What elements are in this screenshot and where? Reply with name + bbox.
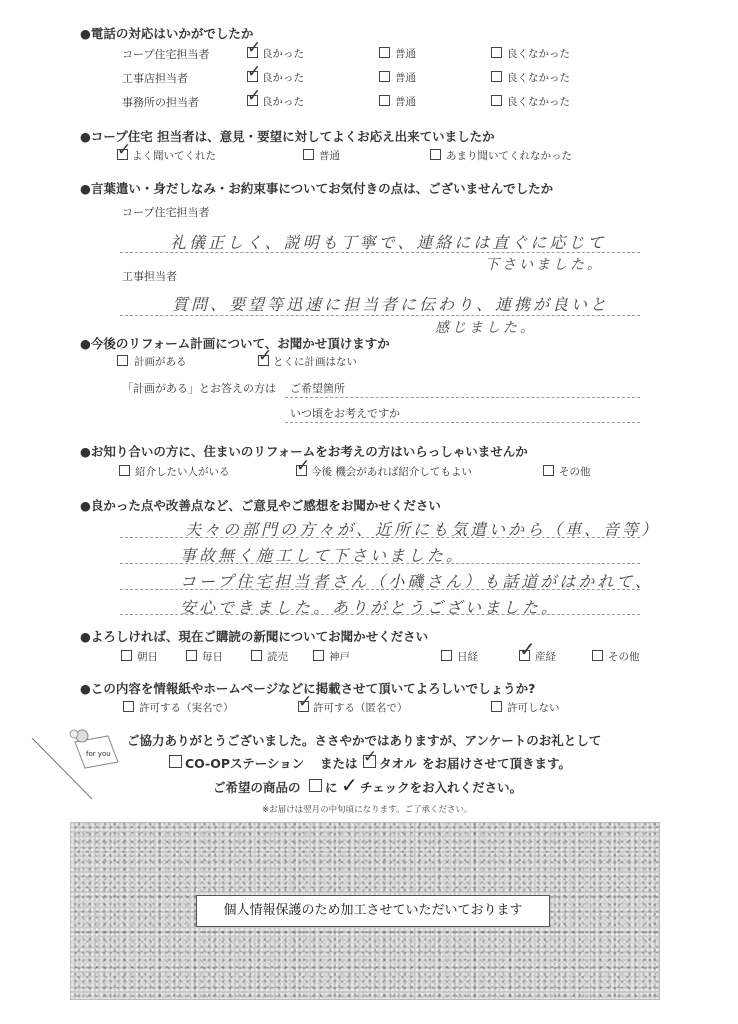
checkmark-icon: ✓ — [258, 346, 273, 366]
option-label: よく聞いてくれた — [132, 150, 216, 162]
option-label: 今後 機会があれば紹介してもよい — [311, 466, 472, 478]
q1-row3-bad-checkbox[interactable] — [491, 95, 502, 106]
q4-timing-label: いつ頃をお考えですか — [290, 407, 400, 420]
q1-row-label: 工事店担当者 — [122, 72, 188, 85]
checkmark-icon: ✓ — [247, 38, 262, 58]
q4-location-line — [285, 397, 640, 398]
instruction-b: に — [325, 780, 338, 795]
q7-kobe-checkbox[interactable] — [313, 650, 324, 661]
q3-coop-handwriting-line2: 下さいました。 — [485, 257, 604, 273]
q1-title: ●電話の対応はいかがでしたか — [80, 26, 254, 41]
answer-line — [120, 589, 640, 590]
q7-nikkei-checkbox[interactable] — [441, 650, 452, 661]
checkmark-icon: ✓ — [296, 456, 311, 476]
q1-row3-normal-checkbox[interactable] — [379, 95, 390, 106]
q6-handwriting-line4: 安心できました。ありがとうございました。 — [180, 598, 561, 617]
checkmark-icon: ✓ — [519, 637, 536, 661]
option-label: 普通 — [395, 48, 416, 60]
q1-row-label: 事務所の担当者 — [122, 96, 199, 109]
instruction-c: チェックをお入れください。 — [360, 780, 523, 795]
q6-title: ●良かった点や改善点など、ご意見やご感想をお聞かせください — [80, 498, 441, 513]
instruction-a: ご希望の商品の — [213, 780, 301, 795]
option-label: 日経 — [457, 651, 478, 663]
q7-title: ●よろしければ、現在ご購読の新聞についてお聞かせください — [80, 629, 429, 644]
q5-refer-checkbox[interactable] — [119, 465, 130, 476]
q4-has-plan-checkbox[interactable] — [117, 355, 128, 366]
q3-coop-handwriting-line1: 礼儀正しく、説明も丁寧で、連絡には直ぐに応じて — [170, 233, 607, 252]
q7-mainichi-checkbox[interactable] — [186, 650, 197, 661]
q3-contractor-handwriting-line1: 質問、要望等迅速に担当者に伝わり、連携が良いと — [172, 295, 610, 314]
option-label: 普通 — [395, 96, 416, 108]
answer-line — [120, 537, 640, 538]
q2-title: ●コープ住宅 担当者は、意見・要望に対してよくお応え出来ていましたか — [80, 129, 495, 144]
q4-title: ●今後のリフォーム計画について、お聞かせ頂けますか — [80, 336, 390, 351]
q1-row2-bad-checkbox[interactable] — [491, 71, 502, 82]
q3-contractor-label: 工事担当者 — [122, 270, 177, 283]
q8-title: ●この内容を情報紙やホームページなどに掲載させて頂いてよろしいでしょうか? — [80, 681, 536, 696]
checkmark-icon: ✓ — [247, 62, 262, 82]
q7-other-checkbox[interactable] — [592, 650, 603, 661]
checkmark-icon: ✓ — [117, 140, 132, 160]
sample-checkbox-icon — [309, 779, 322, 792]
q1-row-label: コープ住宅担当者 — [122, 48, 210, 61]
footer-thanks: ご協力ありがとうございました。ささやかではありますが、アンケートのお礼として — [127, 733, 602, 748]
checkmark-icon: ✓ — [363, 747, 378, 767]
gift-card-logo — [30, 722, 130, 802]
option-label: 朝日 — [137, 651, 158, 663]
coop-station-label: CO-OPステーション — [185, 756, 305, 771]
q8-realname-checkbox[interactable] — [123, 701, 134, 712]
check-mark-icon: ✓ — [341, 773, 358, 797]
q6-handwriting-line1: 夫々の部門の方々が、近所にも気遣いから（車、音等） — [185, 520, 661, 539]
option-label: 許可する（実名で） — [139, 702, 234, 714]
option-label: 紹介したい人がいる — [135, 466, 230, 478]
option-label: 産経 — [535, 651, 556, 663]
q1-row1-bad-checkbox[interactable] — [491, 47, 502, 58]
q4-prompt: 「計画がある」とお答えの方は — [122, 382, 276, 395]
logo-text: for you — [86, 750, 111, 758]
q2-normal-checkbox[interactable] — [303, 149, 314, 160]
option-label: 良かった — [262, 48, 304, 60]
towel-label: タオル — [379, 756, 417, 771]
option-label: 良くなかった — [507, 96, 570, 108]
q7-asahi-checkbox[interactable] — [121, 650, 132, 661]
answer-line — [120, 252, 640, 253]
checkmark-icon: ✓ — [298, 692, 313, 712]
q2-bad-checkbox[interactable] — [430, 149, 441, 160]
checkmark-icon: ✓ — [247, 86, 262, 106]
privacy-notice: 個人情報保護のため加工させていただいております — [196, 895, 550, 927]
option-label: 神戸 — [329, 651, 350, 663]
delivery-text: をお届けさせて頂きます。 — [422, 756, 572, 771]
q1-row1-normal-checkbox[interactable] — [379, 47, 390, 58]
option-label: 普通 — [319, 150, 340, 162]
q4-timing-line — [285, 422, 640, 423]
q5-title: ●お知り合いの方に、住まいのリフォームをお考えの方はいらっしゃいませんか — [80, 444, 528, 459]
option-label: とくに計画はない — [273, 356, 357, 368]
q5-other-checkbox[interactable] — [543, 465, 554, 476]
or-text: または — [320, 756, 358, 771]
option-label: その他 — [559, 466, 591, 478]
q7-yomiuri-checkbox[interactable] — [251, 650, 262, 661]
q3-coop-label: コープ住宅担当者 — [122, 206, 210, 219]
option-label: 許可しない — [507, 702, 560, 714]
option-label: 普通 — [395, 72, 416, 84]
q8-deny-checkbox[interactable] — [491, 701, 502, 712]
q6-handwriting-line2: 事故無く施工して下さいました。 — [180, 546, 466, 565]
option-label: あまり聞いてくれなかった — [446, 150, 572, 162]
q3-contractor-handwriting-line2: 感じました。 — [435, 320, 537, 336]
delivery-note: ※お届けは翌月の中旬頃になります。ご了承ください。 — [262, 805, 473, 815]
option-label: 良くなかった — [507, 48, 570, 60]
answer-line — [120, 563, 640, 564]
answer-line — [120, 614, 640, 615]
q3-title: ●言葉遣い・身だしなみ・お約束事についてお気付きの点は、ございませんでしたか — [80, 181, 554, 196]
option-label: その他 — [608, 651, 640, 663]
option-label: 計画がある — [134, 356, 187, 368]
q6-handwriting-line3: コープ住宅担当者さん（小磯さん）も話道がはかれて、 — [180, 572, 654, 591]
option-label: 良かった — [262, 72, 304, 84]
option-label: 毎日 — [202, 651, 223, 663]
q4-location-label: ご希望箇所 — [290, 382, 345, 395]
coop-station-checkbox[interactable] — [169, 755, 182, 768]
option-label: 読売 — [267, 651, 288, 663]
answer-line — [120, 315, 640, 316]
option-label: 許可する（匿名で） — [313, 702, 408, 714]
option-label: 良かった — [262, 96, 304, 108]
option-label: 良くなかった — [507, 72, 570, 84]
q1-row2-normal-checkbox[interactable] — [379, 71, 390, 82]
